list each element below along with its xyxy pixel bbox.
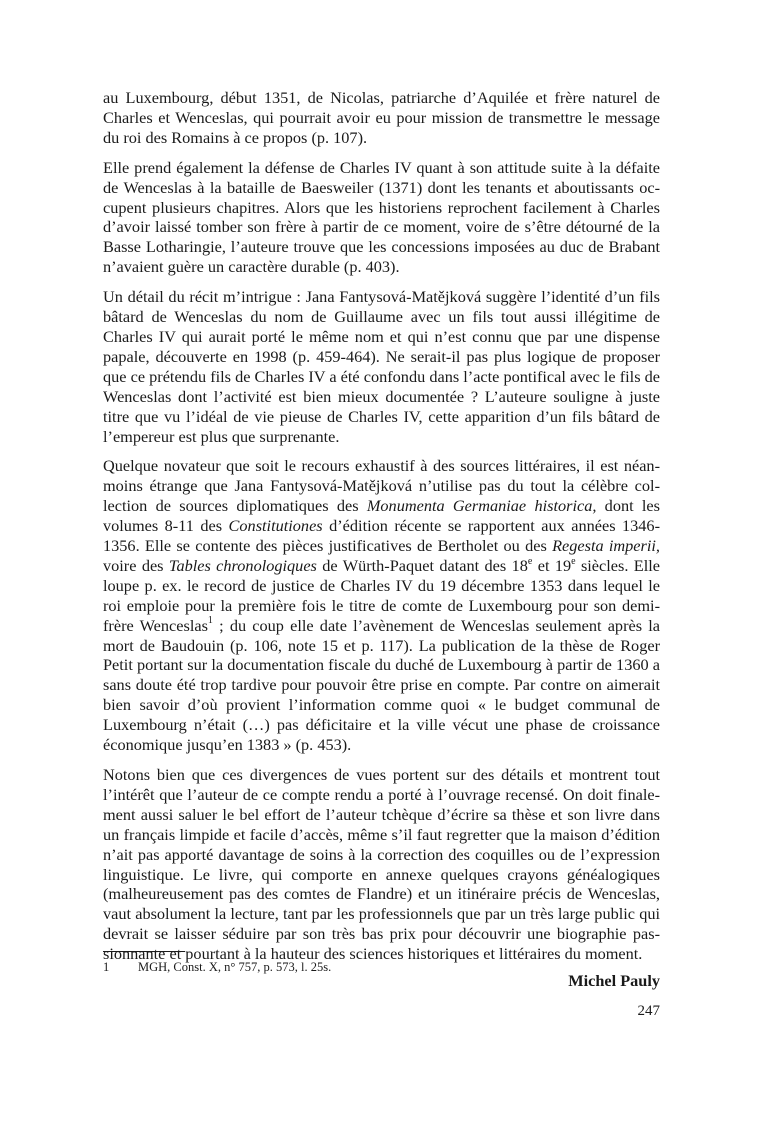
footnote-rule — [103, 951, 185, 952]
superscript-text: e — [527, 555, 533, 567]
paragraph-text: siècles. Elle loupe p. ex. le record de justice de Charles IV du 19 décembre 1353 dans lequel le roi emploie pour la première fois le titre de comte de Luxembourg pour son demi-frère Wenceslas — [103, 555, 660, 635]
italic-title: Tables chronologiques — [168, 555, 317, 575]
superscript-text: 1 — [207, 615, 213, 627]
paragraph-text: Elle prend également la défense de Charles IV quant à son attitude suite à la défaite de Wenceslas à la bataille de Baesweiler (1371) dont les tenants et aboutissants occupent plusieurs chapitres. Alors que les historiens reprochent facilement à Charles d’avoir laissé tomber son frère à partir de ce moment, voire de s’être détourné de la Basse Lotharingie, l’auteure trouve que les concessions imposées au duc de Brabant n’avaient guère un caractère durable (p. 403). — [103, 157, 660, 277]
body-paragraph — [103, 88, 660, 148]
footnote-number: 1 — [103, 960, 110, 974]
paragraph-text: de Würth-Paquet datant des 18 — [316, 555, 528, 575]
paragraph-text: et 19 — [532, 555, 572, 575]
paragraph-text: dont les volumes 8-11 des — [103, 496, 660, 536]
footnote — [103, 959, 660, 975]
paragraph-text: au Luxembourg, début 1351, de Nicolas, patriarche d’Aquilée et frère naturel de Charles et Wenceslas, qui pourrait avoir eu pour mission de transmettre le message du roi des Romains à ce propos (p. 107). — [103, 88, 660, 147]
body-paragraph — [103, 158, 660, 277]
paragraph-text: voire des — [103, 555, 169, 575]
italic-title: Constitutiones — [228, 516, 323, 536]
paragraph-text: ; du coup elle date l’avènement de Wenceslas seulement après la mort de Baudouin (p. 106, note 15 et p. 117). La publication de la thèse de Roger Petit portant sur la documentation fiscale du duché de Luxembourg à partir de 1360 a sans doute été trop tardive pour pouvoir être prise en compte. Par contre on aimerait bien savoir d’où provient l’information comme quoi « le budget communal de Luxembourg n’était (…) pas déficitaire et la ville vécut une phase de croissance économique jusqu’en 1383 » (p. 453). — [103, 615, 660, 755]
paragraph-container — [103, 88, 660, 964]
paragraph-text: Notons bien que ces divergences de vues portent sur des détails et montrent tout l’intérêt que l’auteur de ce compte rendu a porté à l’ouvrage recensé. On doit finalement aussi saluer le bel effort de l’auteur tchèque d’écrire sa thèse et son livre dans un français limpide et facile d’accès, même s’il faut regretter que la maison d’édition n’ait pas apporté davantage de soins à la correction des coquilles ou de l’expression linguistique. Le livre, qui comporte en annexe quelques crayons généalogiques (malheureusement pas des comtes de Flandre) et un itinéraire précis de Wenceslas, vaut absolument la lecture, tant par les professionnels que par un très large public qui devrait se laisser séduire par son très bas prix pour découvrir une biographie passionnante et pourtant à la hauteur des sciences historiques et littéraires du moment. — [103, 765, 660, 964]
italic-title: Regesta imperii, — [552, 536, 660, 556]
paragraph-text: d’édition récente se rapportent aux années 1346-1356. Elle se contente des pièces justificatives de Bertholet ou des — [103, 516, 660, 556]
paragraph-text: Quelque novateur que soit le recours exhaustif à des sources littéraires, il est néanmoins étrange que Jana Fantysová-Matějková n’utilise pas du tout la célèbre collection de sources diplomatiques des — [103, 456, 660, 516]
superscript-text: e — [571, 555, 576, 567]
footnote-text: MGH, Const. X, n° 757, p. 573, l. 25s. — [138, 960, 332, 974]
italic-title: Monumenta Germaniae historica, — [366, 496, 597, 516]
body-paragraph — [103, 287, 660, 446]
author-signature: Michel Pauly — [568, 971, 660, 991]
body-paragraph — [103, 456, 660, 755]
page-number: 247 — [637, 1003, 660, 1019]
body-paragraph — [103, 765, 660, 964]
review-body — [103, 88, 660, 991]
paragraph-text: Un détail du récit m’intrigue : Jana Fantysová-Matějková suggère l’identité d’un fils bâtard de Wenceslas du nom de Guillaume avec un fils tout aussi illégitime de Charles IV qui aurait porté le même nom et qui n’est connu que par une dispense papale, découverte en 1998 (p. 459-464). Ne serait-il pas plus logique de proposer que ce prétendu fils de Charles IV a été confondu dans l’acte pontifical avec le fils de Wenceslas dont l’activité est bien mieux documentée ? L’auteure souligne à juste titre que vu l’idéal de vie pieuse de Charles IV, cette apparition d’un fils bâtard de l’empereur est plus que surprenante. — [103, 287, 660, 446]
